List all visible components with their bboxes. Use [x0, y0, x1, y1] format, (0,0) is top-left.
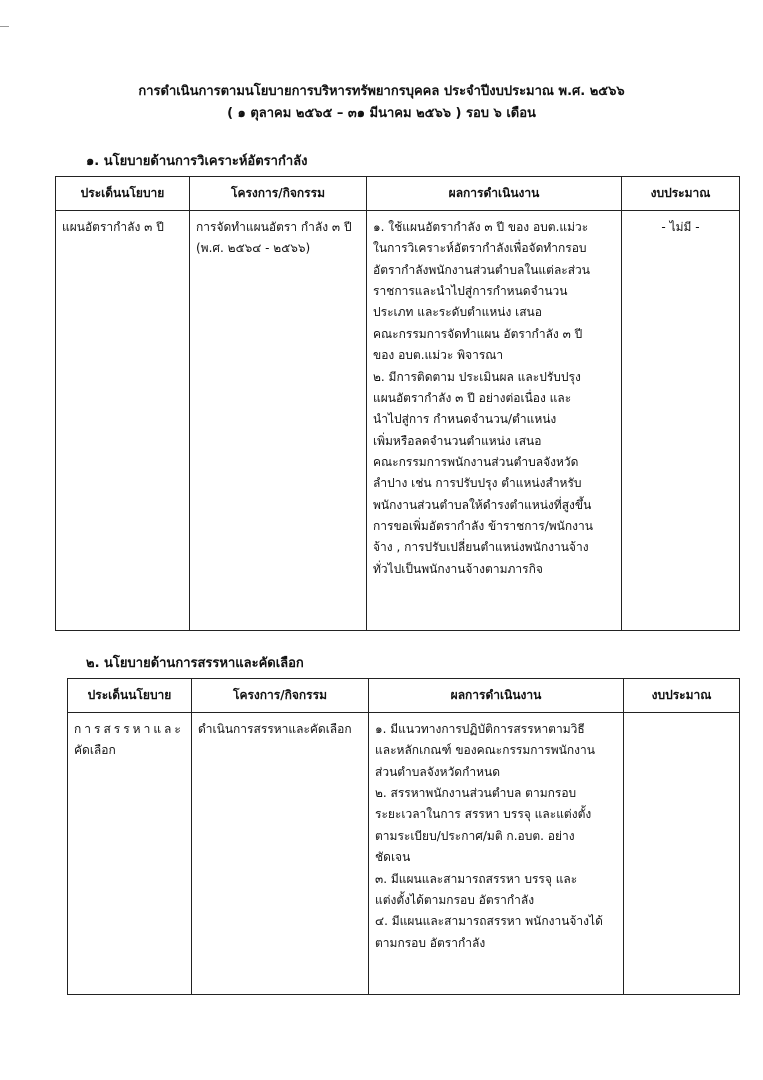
result-line: และหลักเกณฑ์ ของคณะกรรมการพนักงาน [375, 743, 595, 758]
table-header-row [68, 679, 740, 713]
section-1-table [55, 176, 740, 631]
policy-issue: แผนอัตรากำลัง ๓ ปี [62, 220, 164, 234]
result-line: ๒. มีการติดตาม ประเมินผล และปรับปรุง [373, 369, 581, 384]
result-line: ส่วนตำบลจังหวัดกำหนด [375, 764, 501, 779]
budget-value: - ไม่มี - [661, 220, 700, 234]
policy-issue-cell [56, 211, 190, 631]
column-header-project: โครงการ/กิจกรรม [190, 177, 367, 211]
result-cell [369, 713, 624, 995]
project-cell [190, 211, 367, 631]
result-line: ๑. มีแนวทางการปฏิบัติการสรรหาตามวิธี [375, 722, 585, 736]
result-line: ประเภท และระดับตำแหน่ง เสนอ [373, 305, 542, 320]
result-line: ในการวิเคราะห์อัตรากำลังเพื่อจัดทำกรอบ [373, 241, 587, 256]
result-line: แผนอัตรากำลัง ๓ ปี อย่างต่อเนื่อง และ [373, 390, 572, 405]
result-line: แต่งตั้งได้ตามกรอบ อัตรากำลัง [375, 892, 535, 907]
result-line: พนักงานส่วนตำบลให้ดำรงตำแหน่งที่สูงขึ้น [373, 497, 592, 512]
result-line: จ้าง , การปรับเปลี่ยนตำแหน่งพนักงานจ้าง [373, 540, 589, 555]
column-header-policy-issue: ประเด็นนโยบาย [68, 679, 192, 713]
result-line: คณะกรรมการจัดทำแผน อัตรากำลัง ๓ ปี [373, 326, 583, 341]
result-line: ระยะเวลาในการ สรรหา บรรจุ และแต่งตั้ง [375, 807, 592, 822]
result-line: ๔. มีแผนและสามารถสรรหา พนักงานจ้างได้ [375, 914, 603, 929]
policy-issue-line: การสรรหาและ [74, 722, 184, 736]
result-line: ๓. มีแผนและสามารถสรรหา บรรจุ และ [375, 871, 578, 886]
result-line: การขอเพิ่มอัตรากำลัง ข้าราชการ/พนักงาน [373, 519, 593, 534]
result-line: ๒. สรรหาพนักงานส่วนตำบล ตามกรอบ [375, 786, 577, 801]
table-row [56, 211, 740, 631]
scan-mark [0, 26, 9, 27]
column-header-result: ผลการดำเนินงาน [369, 679, 624, 713]
column-header-result: ผลการดำเนินงาน [367, 177, 622, 211]
project-cell [192, 713, 369, 995]
result-line: ๑. ใช้แผนอัตรากำลัง ๓ ปี ของ อบต.แม่วะ [373, 220, 589, 234]
project-text: ดำเนินการสรรหาและคัดเลือก [198, 722, 352, 736]
result-line: ตามระเบียบ/ประกาศ/มติ ก.อบต. อย่าง [375, 828, 575, 843]
section-2-heading: ๒. นโยบายด้านการสรรหาและคัดเลือก [86, 656, 304, 671]
result-line: อัตรากำลังพนักงานส่วนตำบลในแต่ละส่วน [373, 262, 591, 277]
section-2-table [67, 678, 740, 995]
result-cell [367, 211, 622, 631]
project-line: การจัดทำแผนอัตรา กำลัง ๓ ปี [196, 220, 352, 234]
result-line: ทั่วไปเป็นพนักงานจ้างตามภารกิจ [373, 561, 543, 576]
result-line: ตามกรอบ อัตรากำลัง [375, 935, 486, 950]
policy-issue-cell [68, 713, 192, 995]
policy-issue-line: คัดเลือก [74, 743, 116, 758]
result-line: นำไปสู่การ กำหนดจำนวน/ตำแหน่ง [373, 412, 557, 427]
column-header-budget: งบประมาณ [622, 177, 740, 211]
column-header-project: โครงการ/กิจกรรม [192, 679, 369, 713]
result-line: คณะกรรมการพนักงานส่วนตำบลจังหวัด [373, 454, 579, 469]
result-line: ของ อบต.แม่วะ พิจารณา [373, 348, 504, 363]
budget-cell [624, 713, 740, 995]
document-title: การดำเนินการตามนโยบายการบริหารทรัพยากรบุคคล ประจำปีงบประมาณ พ.ศ. ๒๕๖๖ [138, 84, 625, 99]
document-period: ( ๑ ตุลาคม ๒๕๖๕ – ๓๑ มีนาคม ๒๕๖๖ ) รอบ ๖ เดือน [227, 106, 536, 121]
result-line: ราชการและนำไปสู่การกำหนดจำนวน [373, 284, 568, 299]
result-line: เพิ่มหรือลดจำนวนตำแหน่ง เสนอ [373, 433, 542, 448]
column-header-policy-issue: ประเด็นนโยบาย [56, 177, 190, 211]
project-line: (พ.ศ. ๒๕๖๔ - ๒๕๖๖) [196, 241, 311, 256]
column-header-budget: งบประมาณ [624, 679, 740, 713]
result-line: ลำปาง เช่น การปรับปรุง ตำแหน่งสำหรับ [373, 476, 582, 491]
table-header-row [56, 177, 740, 211]
result-line: ชัดเจน [375, 850, 411, 865]
table-row [68, 713, 740, 995]
section-1-heading: ๑. นโยบายด้านการวิเคราะห์อัตรากำลัง [86, 154, 308, 169]
budget-cell [622, 211, 740, 631]
